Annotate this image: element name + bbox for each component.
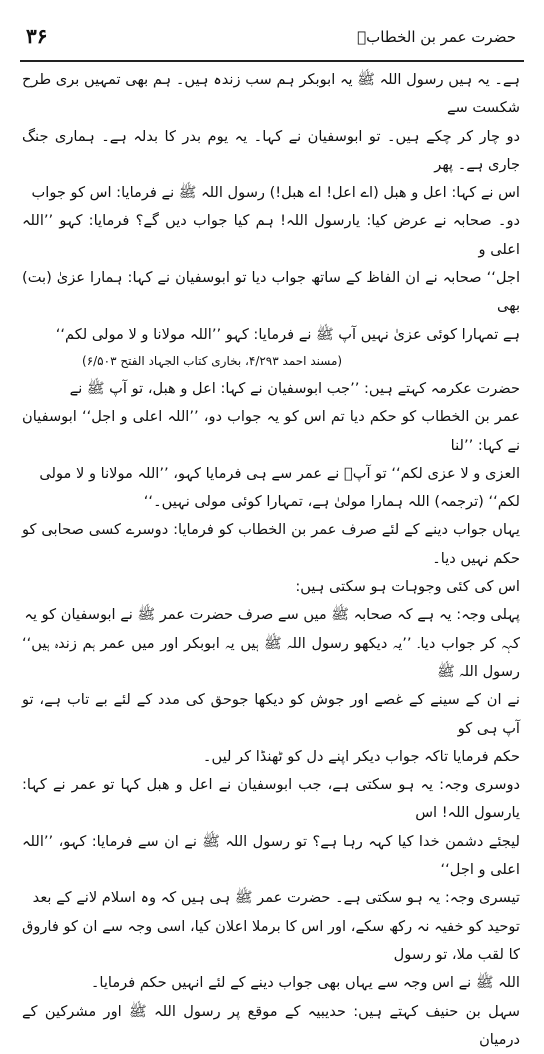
text-line: پہلی وجہ: یہ ہے کہ صحابہ ﷺ میں سے صرف حضرت عمر ﷺ نے ابوسفیان کو یہ [22, 601, 520, 629]
text-line: لیجئے دشمن خدا کیا کہہ رہا ہے؟ تو رسول اللہ ﷺ نے ان سے فرمایا: کہو، ’’اللہ اعلی و اجل‘‘ [22, 828, 520, 885]
text-line: اس کی کئی وجوہات ہو سکتی ہیں: [22, 573, 520, 601]
running-title: حضرت عمر بن الخطابؓ [357, 28, 516, 46]
text-line: اس نے کہا: اعل و ھبل (اے اعل! اے ھبل!) رسول اللہ ﷺ نے فرمایا: اس کو جواب [22, 179, 520, 207]
text-line: تیسری وجہ: یہ ہو سکتی ہے۔ حضرت عمر ﷺ ہی ہیں کہ وہ اسلام لانے کے بعد [22, 884, 520, 912]
text-line: نے ان کے سینے کے غصے اور جوش کو دیکھا جوحق کی مدد کے لئے بے تاب ہے، تو آپ ہی کو [22, 686, 520, 743]
text-line: سہل بن حنیف کہتے ہیں: حدیبیہ کے موقع پر رسول اللہ ﷺ اور مشرکین کے درمیان [22, 998, 520, 1054]
text-line: العزی و لا عزی لکم‘‘ تو آپؐ نے عمر سے ہی فرمایا کہو، ’’اللہ مولانا و لا مولی [22, 460, 520, 488]
text-line: حضرت عکرمہ کہتے ہیں: ’’جب ابوسفیان نے کہا: اعل و ھبل، تو آپ ﷺ نے [22, 375, 520, 403]
text-line: لکم‘‘ (ترجمہ) اللہ ہمارا مولیٰ ہے، تمہارا کوئی مولی نہیں۔‘‘ [22, 488, 520, 516]
citation-reference: (مسند احمد ۴/۲۹۳، بخاری کتاب الجہاد الفتح ۶/۵۰۳) [22, 349, 520, 373]
body-text [22, 66, 520, 1054]
text-line: دو چار کر چکے ہیں۔ تو ابوسفیان نے کہا۔ یہ یوم بدر کا بدلہ ہے۔ ہماری جنگ جاری ہے۔ پھر [22, 123, 520, 180]
text-line: ہے تمہارا کوئی عزیٰ نہیں آپ ﷺ نے فرمایا: کہو ’’اللہ مولانا و لا مولی لکم‘‘ [22, 321, 520, 349]
page-header [20, 22, 524, 62]
page-number: ۳۶ [26, 24, 47, 48]
text-line: عمر بن الخطاب کو حکم دیا تم اس کو یہ جواب دو، ’’اللہ اعلی و اجل‘‘ ابوسفیان نے کہا: ’’لنا [22, 403, 520, 460]
text-line: ہے۔ یہ ہیں رسول اللہ ﷺ یہ ابوبکر ہم سب زندہ ہیں۔ ہم بھی تمہیں بری طرح شکست سے [22, 66, 520, 123]
text-line: توحید کو خفیہ نہ رکھ سکے، اور اس کا برملا اعلان کیا، اسی وجہ سے ان کو فاروق کا لقب ملا، تو رسول [22, 913, 520, 970]
text-line: کہہ کر جواب دیا۔ ’’یہ دیکھو رسول اللہ ﷺ ہیں یہ ابوبکر اور میں عمر ہم زندہ ہیں‘‘ رسول اللہ ﷺ [22, 630, 520, 687]
text-line: دوسری وجہ: یہ ہو سکتی ہے، جب ابوسفیان نے اعل و ھبل کہا تو عمر نے کہا: یارسول اللہ! اس [22, 771, 520, 828]
text-line: حکم فرمایا تاکہ جواب دیکر اپنے دل کو ٹھنڈا کر لیں۔ [22, 743, 520, 771]
text-line: یہاں جواب دینے کے لئے صرف عمر بن الخطاب کو فرمایا: دوسرے کسی صحابی کو حکم نہیں دیا۔ [22, 516, 520, 573]
text-line: دو۔ صحابہ نے عرض کیا: یارسول اللہ! ہم کیا جواب دیں گے؟ فرمایا: کہو ’’اللہ اعلی و [22, 207, 520, 264]
text-line: اجل‘‘ صحابہ نے ان الفاظ کے ساتھ جواب دیا تو ابوسفیان نے کہا: ہمارا عزیٰ (بت) بھی [22, 264, 520, 321]
text-line: اللہ ﷺ نے اس وجہ سے یہاں بھی جواب دینے کے لئے انہیں حکم فرمایا۔ [22, 969, 520, 997]
